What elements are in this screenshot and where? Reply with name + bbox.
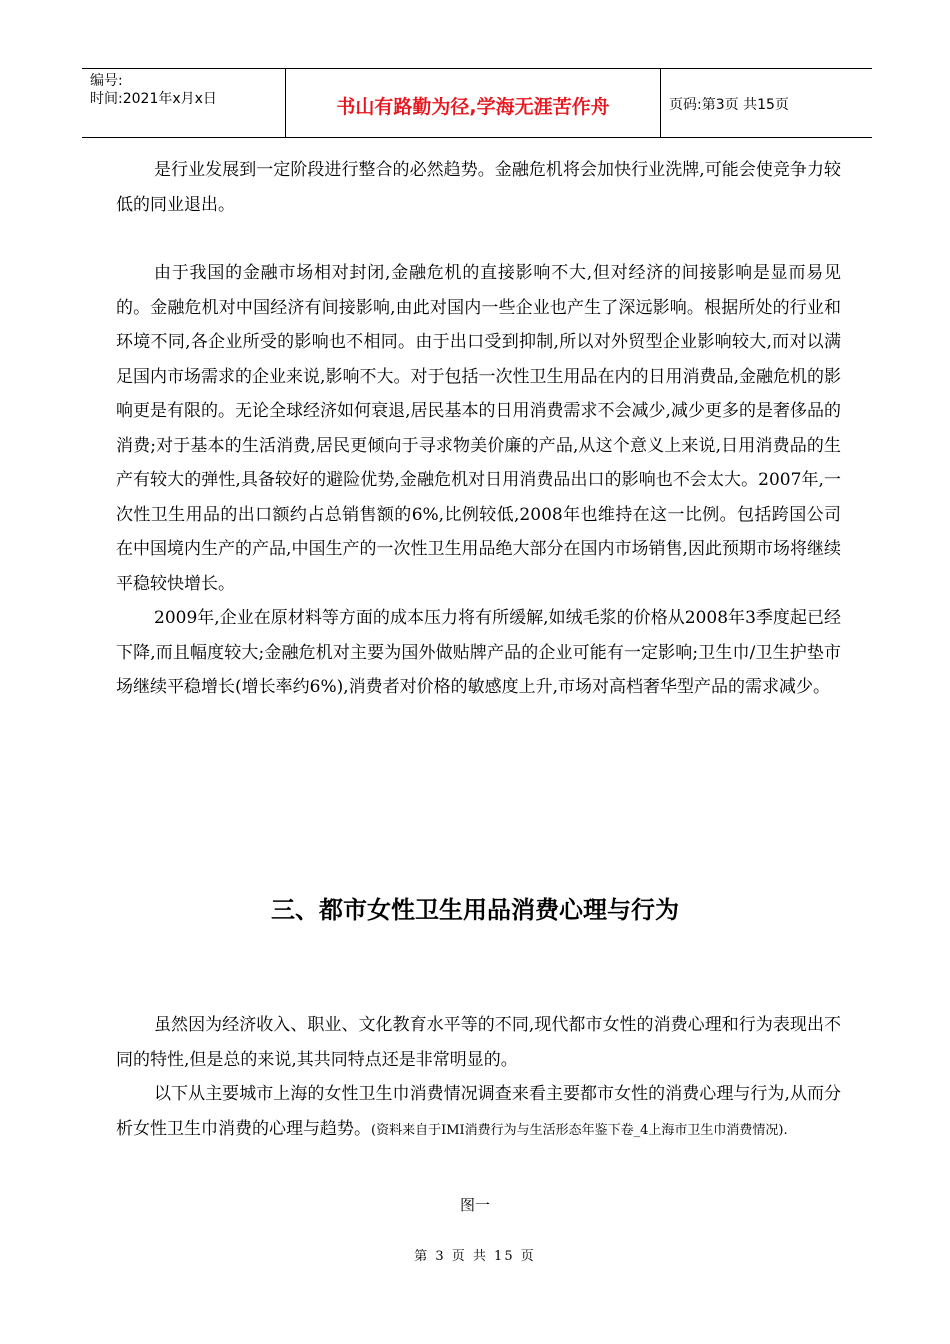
section-title: 三、都市女性卫生用品消费心理与行为	[271, 896, 679, 924]
paragraph-5	[116, 1077, 841, 1148]
header-table	[82, 68, 872, 138]
header-page-info: 页码:第3页 共15页	[669, 97, 789, 113]
paragraph-2: 由于我国的金融市场相对封闭,金融危机的直接影响不大,但对经济的间接影响是显而易见的。金融危机对中国经济有间接影响,由此对国内一些企业也产生了深远影响。根据所处的行业和环境不同,各企业所受的影响也不相同。由于出口受到抑制,所以对外贸型企业影响较大,而对以满足国内市场需求的企业来说,影响不大。对于包括一次性卫生用品在内的日用消费品,金融危机的影响更是有限的。无论全球经济如何衰退,居民基本的日用消费需求不会减少,减少更多的是奢侈品的消费;对于基本的生活消费,居民更倾向于寻求物美价廉的产品,从这个意义上来说,日用消费品的生产有较大的弹性,具备较好的避险优势,金融危机对日用消费品出口的影响也不会太大。2007年,一次性卫生用品的出口额约占总销售额的6%,比例较低,2008年也维持在这一比例。包括跨国公司在中国境内生产的产品,中国生产的一次性卫生用品绝大部分在国内市场销售,因此预期市场将继续平稳较快增长。	[116, 263, 841, 594]
header-meta	[82, 69, 285, 137]
paragraph-5-main: 以下从主要城市上海的女性卫生巾消费情况调查来看主要都市女性的消费心理与行为,从而分析女性卫生巾消费的心理与趋势。	[116, 1084, 841, 1139]
page-footer: 第 3 页 共 15 页	[414, 1249, 536, 1264]
body-text-2	[116, 1008, 841, 1148]
source-note: (资料来自于IMI消费行为与生活形态年鉴下卷_4上海市卫生巾消费情况).	[371, 1122, 788, 1138]
header-motto: 书山有路勤为径,学海无涯苦作舟	[285, 69, 661, 137]
number-label: 编号:	[90, 73, 123, 89]
paragraph-3: 2009年,企业在原材料等方面的成本压力将有所缓解,如绒毛浆的价格从2008年3季度起已经下降,而且幅度较大;金融危机对主要为国外做贴牌产品的企业可能有一定影响;卫生巾/卫生护垫市场继续平稳增长(增长率约6%),消费者对价格的敏感度上升,市场对高档奢华型产品的需求减少。	[116, 608, 841, 697]
figure-label: 图一	[459, 1196, 490, 1214]
paragraph-1: 是行业发展到一定阶段进行整合的必然趋势。金融危机将会加快行业洗牌,可能会使竞争力较低的同业退出。	[116, 160, 841, 215]
body-text	[116, 153, 841, 705]
time-label: 时间:2021年x月x日	[90, 91, 217, 107]
paragraph-4: 虽然因为经济收入、职业、文化教育水平等的不同,现代都市女性的消费心理和行为表现出不同的特性,但是总的来说,其共同特点还是非常明显的。	[116, 1015, 841, 1070]
